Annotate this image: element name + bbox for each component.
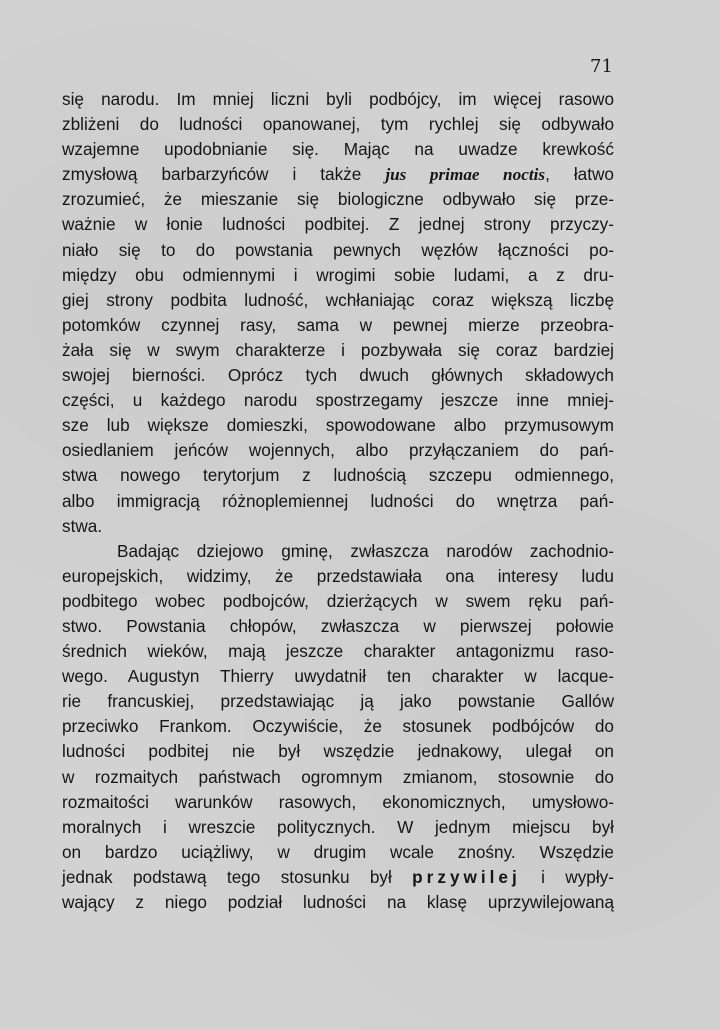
text-line: podbitego wobec podbojców, dzierżących w swem ręku pań- bbox=[62, 590, 614, 611]
page-number: 71 bbox=[590, 56, 613, 77]
text-segment: , łatwo bbox=[545, 164, 614, 185]
text-line: europejskich, widzimy, że przedstawiała ona interesy ludu bbox=[62, 565, 614, 586]
text-line: żała się w swym charakterze i pozbywała się coraz bardziej bbox=[62, 339, 614, 360]
text-line: giej strony podbita ludność, wchłaniając coraz większą liczbę bbox=[62, 289, 614, 310]
text-line: wego. Augustyn Thierry uwydatnił ten charakter w lacque- bbox=[62, 666, 614, 687]
text-line: on bardzo uciążliwy, w drugim wcale znośny. Wszędzie bbox=[62, 841, 614, 862]
text-line: osiedlaniem jeńców wojennych, albo przyłączaniem do pań- bbox=[62, 440, 614, 461]
text-segment: jednak podstawą tego stosunku był bbox=[62, 866, 413, 887]
text-line: się narodu. Im mniej liczni byli podbójcy, im więcej rasowo bbox=[62, 89, 614, 109]
text-line: niało się to do powstania pewnych węzłów łączności po- bbox=[62, 239, 614, 260]
text-line: wzajemne upodobnianie się. Mając na uwadze krewkość bbox=[62, 139, 614, 160]
text-segment: i wypły- bbox=[520, 866, 614, 887]
paragraph-start-line: Badając dziejowo gminę, zwłaszcza narodów zachodnio- bbox=[117, 540, 614, 561]
text-line: ważnie w łonie ludności podbitej. Z jednej strony przyczy- bbox=[62, 214, 614, 235]
text-line: stwa nowego terytorjum z ludnością szczepu odmiennego, bbox=[62, 465, 614, 486]
text-line: swojej bierności. Oprócz tych dwuch głównych składowych bbox=[62, 365, 614, 386]
text-line: albo immigracją różnoplemiennej ludności do wnętrza pań- bbox=[62, 490, 614, 511]
text-line: przeciwko Frankom. Oczywiście, że stosunek podbójców do bbox=[62, 716, 614, 737]
text-line: między obu odmiennymi i wrogimi sobie ludami, a z dru- bbox=[62, 264, 614, 285]
text-segment: zmysłową barbarzyńców i także bbox=[62, 164, 386, 185]
text-line: w rozmaitych państwach ogromnym zmianom, stosownie do bbox=[62, 766, 614, 787]
text-line: stwo. Powstania chłopów, zwłaszcza w pierwszej połowie bbox=[62, 615, 614, 636]
text-line: sze lub większe domieszki, spowodowane albo przymusowym bbox=[62, 415, 614, 436]
text-line: zrozumieć, że mieszanie się biologiczne odbywało się prze- bbox=[62, 189, 614, 210]
spaced-emphasis: przywilej bbox=[412, 866, 521, 887]
italic-phrase: jus primae noctis bbox=[385, 165, 546, 185]
text-line bbox=[62, 162, 614, 187]
text-line: wający z niego podział ludności na klasę uprzywilejowaną bbox=[62, 892, 614, 912]
text-line bbox=[62, 865, 614, 890]
text-line: rozmaitości warunków rasowych, ekonomicznych, umysłowo- bbox=[62, 791, 614, 812]
text-line: stwa. bbox=[62, 515, 103, 536]
text-line: części, u każdego narodu spostrzegamy jeszcze inne mniej- bbox=[62, 390, 614, 411]
text-line: zbliżeni do ludności opanowanej, tym rychlej się odbywało bbox=[62, 114, 614, 135]
text-line: rie francuskiej, przedstawiając ją jako powstanie Gallów bbox=[62, 691, 614, 712]
body-text bbox=[62, 87, 614, 915]
text-line: moralnych i wreszcie politycznych. W jednym miejscu był bbox=[62, 816, 614, 837]
text-line: potomków czynnej rasy, sama w pewnej mierze przeobra- bbox=[62, 314, 614, 335]
text-line: średnich wieków, mają jeszcze charakter antagonizmu raso- bbox=[62, 641, 614, 662]
text-line: ludności podbitej nie był wszędzie jednakowy, ulegał on bbox=[62, 741, 614, 762]
